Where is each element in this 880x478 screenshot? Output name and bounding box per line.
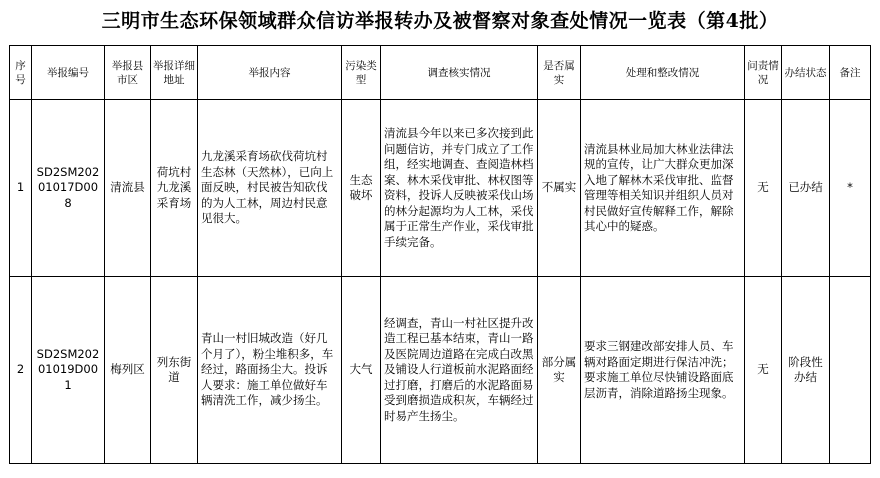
header-investigation: 调查核实情况 bbox=[381, 46, 538, 100]
header-accountability: 问责情况 bbox=[745, 46, 782, 100]
cell-handling: 要求三钢建改部安排人员、车辆对路面定期进行保洁冲洗；要求施工单位尽快铺设路面底层沥青，消除道路扬尘现象。 bbox=[581, 277, 745, 464]
cell-verified: 部分属实 bbox=[538, 277, 581, 464]
cell-county: 清流县 bbox=[105, 100, 151, 277]
cell-status: 阶段性办结 bbox=[782, 277, 830, 464]
cell-seq: 2 bbox=[10, 277, 32, 464]
cell-accountability: 无 bbox=[745, 100, 782, 277]
header-verified: 是否属实 bbox=[538, 46, 581, 100]
header-county: 举报县市区 bbox=[105, 46, 151, 100]
header-remark: 备注 bbox=[830, 46, 871, 100]
header-address: 举报详细地址 bbox=[151, 46, 198, 100]
header-status: 办结状态 bbox=[782, 46, 830, 100]
cell-status: 已办结 bbox=[782, 100, 830, 277]
header-handling: 处理和整改情况 bbox=[581, 46, 745, 100]
cell-investigation: 清流县今年以来已多次接到此问题信访，并专门成立了工作组，经实地调查、查阅造林档案、林木采伐审批、林权图等资料，投诉人反映被采伐山场的林分起源均为人工林，采伐属于正常生产作业，采伐审批手续完备。 bbox=[381, 100, 538, 277]
table-row bbox=[10, 100, 871, 277]
complaint-table bbox=[9, 45, 871, 464]
cell-investigation: 经调查，青山一村社区提升改造工程已基本结束，青山一路及医院周边道路在完成白改黑及铺设人行道板前水泥路面经过打磨，打磨后的水泥路面易受到磨损造成积灰，车辆经过时易产生扬尘。 bbox=[381, 277, 538, 464]
cell-remark bbox=[830, 277, 871, 464]
cell-pollution: 生态破坏 bbox=[342, 100, 381, 277]
header-content: 举报内容 bbox=[198, 46, 342, 100]
header-report-no: 举报编号 bbox=[32, 46, 105, 100]
cell-accountability: 无 bbox=[745, 277, 782, 464]
cell-report-no: SD2SM20201019D001 bbox=[32, 277, 105, 464]
cell-seq: 1 bbox=[10, 100, 32, 277]
header-pollution: 污染类型 bbox=[342, 46, 381, 100]
cell-county: 梅列区 bbox=[105, 277, 151, 464]
header-row bbox=[10, 46, 871, 100]
cell-address: 列东街道 bbox=[151, 277, 198, 464]
cell-address: 荷坑村九龙溪采育场 bbox=[151, 100, 198, 277]
header-seq: 序号 bbox=[10, 46, 32, 100]
cell-verified: 不属实 bbox=[538, 100, 581, 277]
cell-pollution: 大气 bbox=[342, 277, 381, 464]
cell-content: 九龙溪采育场砍伐荷坑村生态林（天然林），已向上面反映，村民被告知砍伐的为人工林，周边村民意见很大。 bbox=[198, 100, 342, 277]
cell-handling: 清流县林业局加大林业法律法规的宣传，让广大群众更加深入地了解林木采伐审批、监督管理等相关知识并组织人员对村民做好宣传解释工作，解除其心中的疑惑。 bbox=[581, 100, 745, 277]
table-row bbox=[10, 277, 871, 464]
document-title: 三明市生态环保领域群众信访举报转办及被督察对象查处情况一览表（第4批） bbox=[101, 10, 779, 32]
cell-content: 青山一村旧城改造（好几个月了），粉尘堆积多，车经过，路面扬尘大。投诉人要求：施工单位做好车辆清洗工作，减少扬尘。 bbox=[198, 277, 342, 464]
cell-remark: * bbox=[830, 100, 871, 277]
cell-report-no: SD2SM20201017D008 bbox=[32, 100, 105, 277]
